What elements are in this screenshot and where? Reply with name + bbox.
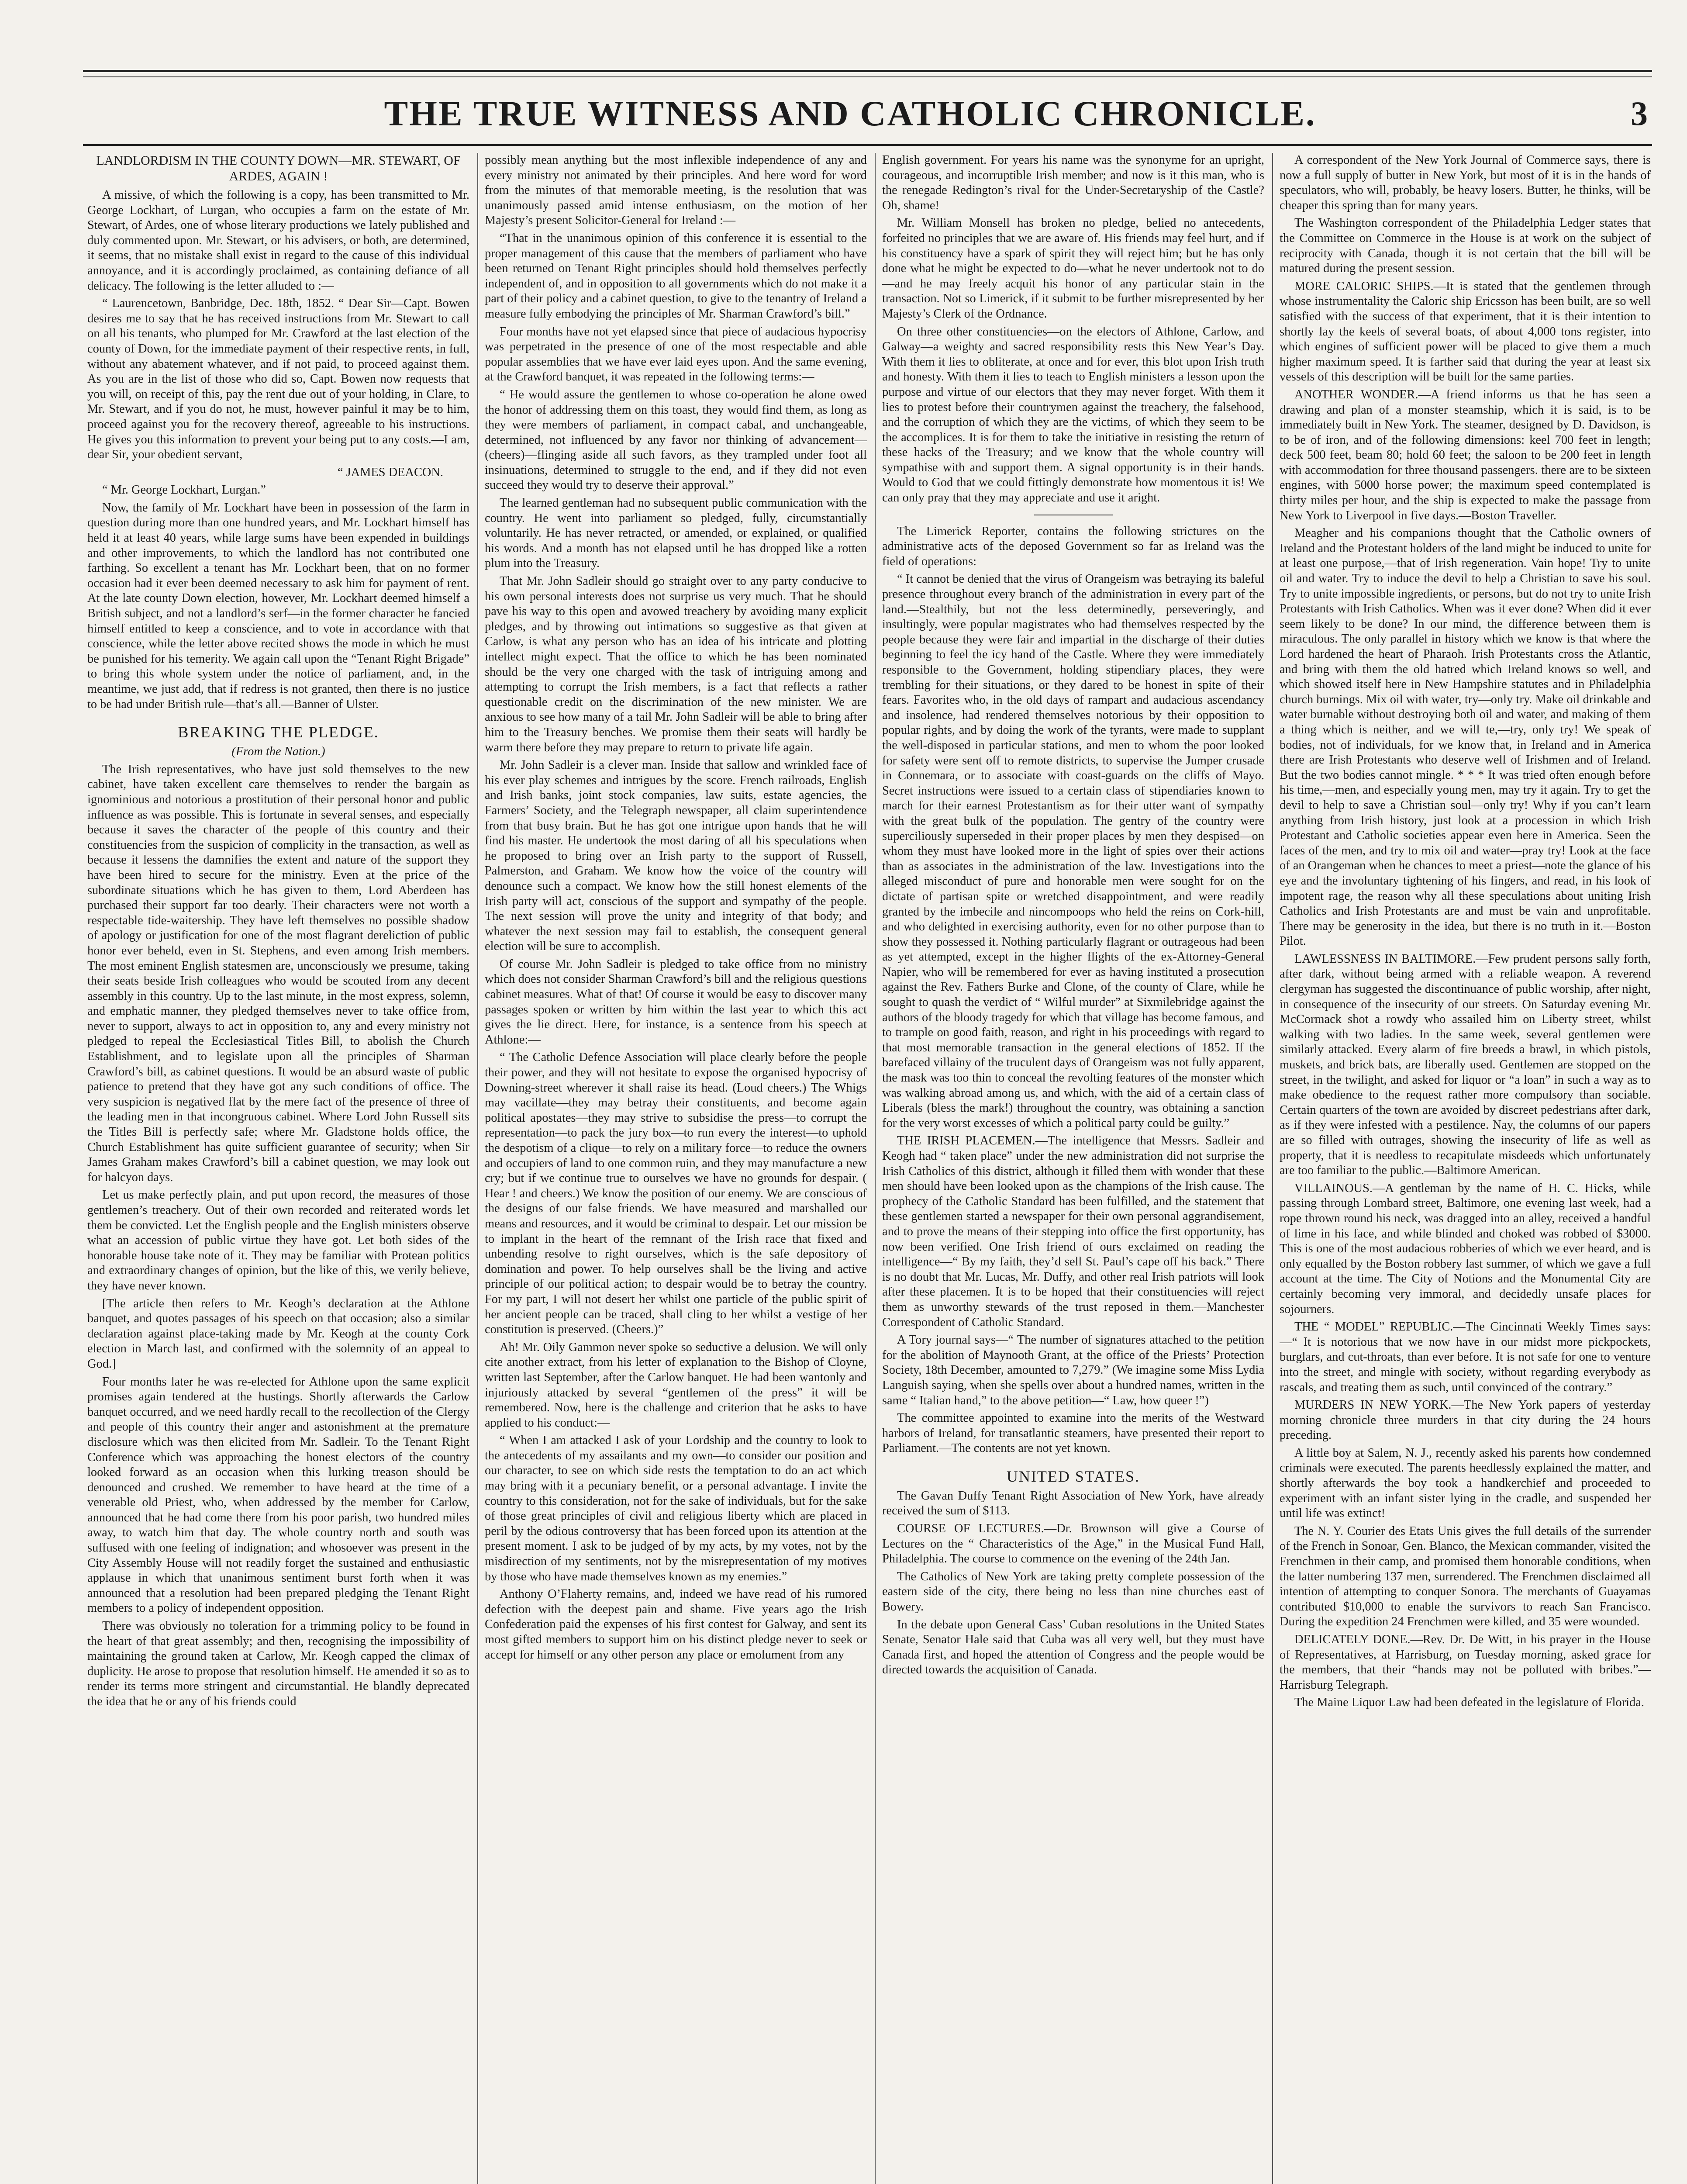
paragraph: “ He would assure the gentlemen to whose co-operation he alone owed the honor of addressing them on this toast, they would find them, as long as they were members of parliament, in compact cabal, and unchangeable, determined, not influenced by any favor nor thinking of advancement—(cheers)—flinging aside all such favors, as they trampled under foot all insinuations, determined to struggle to the end, and if they did not even succeed they would try to deserve their approval.” (485, 387, 867, 492)
paragraph: The Washington correspondent of the Philadelphia Ledger states that the Committee on Commerce in the House is at work on the subject of reciprocity with Canada, though it is not certain that the bill will be matured during the present session. (1280, 216, 1651, 276)
top-rule (83, 70, 1652, 72)
paragraph: That Mr. John Sadleir should go straight over to any party conducive to his own personal interests does not surprise us very much. That he should pave his way to this open and avowed treachery by avoiding many explicit pledges, and by throwing out intimations so suggestive as that given at Carlow, is what any person who has an idea of his intricate and plotting intellect might expect. That the office to which he has been nominated should be the very one charged with the task of intriguing among and attempting to corrupt the Irish members, is a fact that reflects a rather questionable credit on the discrimination of the new minister. We are anxious to see how many of a tail Mr. John Sadleir will be able to bring after him to the Treasury benches. We promise them their seats will hardly be warm there before they may prepare to return to private life again. (485, 574, 867, 754)
paragraph: A correspondent of the New York Journal of Commerce says, there is now a full supply of butter in New York, but most of it is in the hands of speculators, who will, probably, be heavy losers. Butter, he thinks, will be cheaper this spring than for many years. (1280, 153, 1651, 212)
paragraph: The Gavan Duffy Tenant Right Association of New York, have already received the sum of $113. (882, 1489, 1264, 1518)
paragraph: The Catholics of New York are taking pretty complete possession of the eastern side of the city, there being no less than nine churches east of Bowery. (882, 1569, 1264, 1614)
paragraph: THE IRISH PLACEMEN.—The intelligence that Messrs. Sadleir and Keogh had “ taken place” under the new administration did not surprise the Irish Catholics of this district, although it filled them with wonder that these men should have been looked upon as the champions of the Irish cause. The prophecy of the Catholic Standard has been fulfilled, and the statement that these gentlemen started a newspaper for their own personal aggrandisement, and to prove the means of their stepping into office the first opportunity, has now been verified. One Irish friend of ours exclaimed on reading the intelligence—“ By my faith, they’d sell St. Paul’s cape off his back.” There is no doubt that Mr. Lucas, Mr. Duffy, and other real Irish patriots will look after these placemen. It is to be hoped that their constituencies will reject them as unworthy stewards of the trust reposed in them.—Manchester Correspondent of Catholic Standard. (882, 1134, 1264, 1329)
paragraph: LAWLESSNESS IN BALTIMORE.—Few prudent persons sally forth, after dark, without being armed with a reliable weapon. A reverend clergyman has suggested the discontinuance of public worship, after night, in consequence of the insecurity of our streets. On Saturday evening Mr. McCormack shot a rowdy who assailed him on Liberty street, whilst walking with two ladies. In the same week, several gentlemen were similarly attacked. Every alarm of fire breeds a brawl, in which pistols, muskets, and brick bats, are liberally used. Gentlemen are stopped on the street, in the twilight, and asked for liquor or “a loan” in such a way as to make obedience to the request rather more compulsory than sociable. Certain quarters of the town are avoided by discreet pedestrians after dark, as if they were infested with a pestilence. Nay, the columns of our papers are so filled with outrages, showing the insecurity of life as well as property, that it is needless to recapitulate misdeeds which unfortunately are too familiar to the public.—Baltimore American. (1280, 952, 1651, 1178)
letter-signature: “ JAMES DEACON. (337, 465, 443, 479)
paragraph: The learned gentleman had no subsequent public communication with the country. He went into parliament so pledged, fully, circumstantially voluntarily. He has never retracted, or amended, or explained, or qualified his words. And a month has not elapsed until he has dropped like a rotten plum into the Treasury. (485, 496, 867, 570)
article-source: (From the Nation.) (231, 745, 325, 759)
paragraph: The Irish representatives, who have just sold themselves to the new cabinet, have taken excellent care themselves to render the bargain as ignominious and notorious a prostitution of their personal honor and public influence as was possible. This is fortunate in several senses, and especially because it saves the character of the people of this country and their constituencies from the suspicion of complicity in the transaction, as well as because it lessens the damnifies the extent and nature of the support they have been hired to secure for the ministry. Even at the price of the subordinate situations which he has given to them, Lord Aberdeen has purchased their support far too dearly. Their characters were not worth a respectable tide-waitership. They have left themselves no possible shadow of apology or justification for one of the most flagrant dereliction of public honor ever beheld, even in St. Stephens, and even among Irish members. The most eminent English statesmen are, unconsciously we presume, taking their seats beside Irish colleagues who would be scouted from any decent assembly in this country. Up to the last minute, in the most express, solemn, and emphatic manner, they pledged themselves never to take office from, never to support, always to act in opposition to, any and every ministry not pledged to repeal the Ecclesiastical Titles Bill, to abolish the Church Establishment, and to legislate upon all the principles of Sharman Crawford’s bill, as cabinet questions. It would be an absurd waste of public patience to pretend that they have got any such conditions of office. The very suspicion is negatived flat by the mere fact of the presence of three of the leading men in that incongruous cabinet. Where Lord John Russell sits the Titles Bill is perfectly safe; where Mr. Gladstone holds office, the Church Establishment has quite sufficient guarantee of security; when Sir James Graham makes Crawford’s bill a cabinet question, we may look out for halcyon days. (87, 762, 469, 1184)
paragraph: “ Laurencetown, Banbridge, Dec. 18th, 1852. “ Dear Sir—Capt. Bowen desires me to say that he has received instructions from Mr. Stewart to call on all his tenants, who plumped for Mr. Crawford at the last election of the county of Down, for the immediate payment of their respective rents, in full, without any abatement whatever, and if not paid, to proceed against them. As you are in the list of those who did so, Capt. Bowen now requests that you will, on receipt of this, pay the rent due out of your holding, in Clare, to Mr. Stewart, and if you do not, he must, however painful it may be to him, proceed against you for the recovery thereof, agreeable to his instructions. He gives you this information to prevent your being put to any costs.—I am, dear Sir, your obedient servant, (87, 297, 469, 462)
masthead-rule (83, 144, 1652, 146)
paragraph: Four months later he was re-elected for Athlone upon the same explicit promises again tendered at the hustings. Shortly afterwards the Carlow banquet occurred, and we need hardly recall to the recollection of the Clergy and people of this country their anger and astonishment at the premature disclosure which was then elicited from Mr. Sadleir. To the Tenant Right Conference which was approaching the honest electors of the country looked forward as an occasion when this lurking treason should be denounced and crushed. We remember to have heard at the time of a venerable old Priest, who, when addressed by the member for Carlow, announced that he had come there from his poor parish, two hundred miles away, to watch him that day. The whole country north and south was suffused with one feeling of indignation; and whosoever was present in the City Assembly House will not readily forget the sustained and enthusiastic applause in which that unanimous sentiment burst forth when it was announced that a resolution had been prepared pledging the Tenant Right members to a policy of independent opposition. (87, 1375, 469, 1615)
column-4 (1280, 153, 1651, 2184)
paragraph: VILLAINOUS.—A gentleman by the name of H. C. Hicks, while passing through Lombard street, Baltimore, one evening last week, had a rope thrown round his neck, was dragged into an alley, received a handful of lime in his face, and while blinded and choked was robbed of $3000. This is one of the most audacious robberies of which we ever heard, and is only equalled by the Boston robbery last summer, of which we gave a full account at the time. The City of Notions and the Monumental City are certainly becoming very immoral, and decidedly unsafe places for sojourners. (1280, 1181, 1651, 1316)
letter-addressee: “ Mr. George Lockhart, Lurgan.” (102, 483, 266, 497)
paragraph: “ When I am attacked I ask of your Lordship and the country to look to the antecedents of my assailants and my own—to consider our position and our character, to see on which side rests the temptation to do an act which may bring with it a pecuniary benefit, or a personal advantage. I invite the country to this consideration, not for the sake of individuals, but for the sake of those great principles of civil and religious liberty which are placed in peril by the odious controversy that has been forced upon its attention at the present moment. I ask to be judged of by my acts, by my votes, not by the misdirection of my sentiments, not by the misrepresentation of my motives by those who have made themselves known as my enemies.” (485, 1434, 867, 1583)
paragraph: A little boy at Salem, N. J., recently asked his parents how condemned criminals were executed. The parents heedlessly explained the matter, and shortly afterwards the boy took a handkerchief and proceeded to experiment with an infant sister lying in the cradle, and suspended her until life was extinct! (1280, 1446, 1651, 1521)
paragraph: The committee appointed to examine into the merits of the Westward harbors of Ireland, for transatlantic steamers, have presented their report to Parliament.—The contents are not yet known. (882, 1411, 1264, 1455)
paragraph: Meagher and his companions thought that the Catholic owners of Ireland and the Protestant holders of the land might be induced to unite for at least one purpose,—that of Irish regeneration. Vain hope! Try to unite oil and water. Try to induce the devil to help a Christian to save his soul. Try to unite impossible ingredients, or persons, but do not try to unite Irish Protestants with Irish Catholics. When was it ever done? When did it ever seem likely to be done? In our mind, the difference between them is miraculous. The only parallel in history which we know is that where the Lord hardened the heart of Pharaoh. Irish Protestants cross the Atlantic, and bring with them the old hatred which Ireland knows so well, and which showed itself here in New Hampshire statutes and in Philadelphia church burnings. Mix oil with water, try—only try. Make oil drinkable and water burnable without destroying both oil and water, and making of them a thing which is neither, and we will te,—try, only try! We speak of bodies, not of individuals, for we know that, in Ireland and in America there are Irish Protestants who deserve well of Irishmen and of Ireland. But the two bodies cannot mingle. * * * It was tried often enough before his time,—men, and especially young men, may try it again. Try to get the devil to help to save a Christian soul—only try! Why if you can’t learn anything from Irish history, just look at a procession in which Irish Protestant and Catholic societies appear even here in America. Seen the faces of the men, and try to mix oil and water—pray try! Look at the face of an Orangeman when he chances to meet a priest—note the glance of his eye and the involuntary tightening of his fingers, and read, in his look of impotent rage, the reason why all these speculations about uniting Irish Catholics and Irish Protestants are and must be vain and unprofitable. There may be generosity in the idea, but there is no truth in it.—Boston Pilot. (1280, 526, 1651, 948)
paragraph: Four months have not yet elapsed since that piece of audacious hypocrisy was perpetrated in the presence of one of the most respectable and able popular assemblies that we have ever laid eyes upon. And the same evening, at the Crawford banquet, it was repeated in the following terms:— (485, 325, 867, 384)
paragraph: English government. For years his name was the synonyme for an upright, courageous, and incorruptible Irish member; and now is it this man, who is the renegade Redington’s rival for the Under-Secretaryship of the Castle? Oh, shame! (882, 153, 1264, 212)
paragraph: ANOTHER WONDER.—A friend informs us that he has seen a drawing and plan of a monster steamship, which it is said, is to be immediately built in New York. The steamer, designed by D. Davidson, is to be of iron, and of the following dimensions: keel 700 feet in length; deck 500 feet, beam 80; hold 60 feet; the saloon to be 200 feet in length with accommodation for three thousand passengers. there are to be sixteen engines, with 5000 horse power; the maximum speed contemplated is thirty miles per hour, and the ship is expected to make the passage from New York to Liverpool in five days.—Boston Traveller. (1280, 387, 1651, 522)
page-number: 3 (1631, 94, 1648, 132)
paragraph: DELICATELY DONE.—Rev. Dr. De Witt, in his prayer in the House of Representatives, at Harrisburg, on Tuesday morning, asked grace for the members, that their “hands may not be polluted with bribes.”—Harrisburg Telegraph. (1280, 1633, 1651, 1692)
column-rule (477, 153, 478, 2184)
paragraph: “ It cannot be denied that the virus of Orangeism was betraying its baleful presence throughout every branch of the administration in every part of the land.—Stealthily, but not the less determinedly, perseveringly, and insultingly, were popular magistrates who had themselves respected by the people because they were fair and impartial in the discharge of their duties beginning to feel the icy hand of the Castle. Where they were immediately responsible to the Government, holding stipendiary places, they were trembling for their situations, or they dared to be honest in spite of their fears. Favorites who, in the old days of rampart and audacious ascendancy and insolence, had rendered themselves notorious by their opposition to popular rights, and by doing the work of the tyrants, were made to supplant the well-disposed in particular stations, and men to whom the poor looked for safety were sent off to remote districts, to supervise the Jumper crusade in Connemara, or to associate with coast-guards on the cliffs of Mayo. Secret instructions were issued to a certain class of stipendiaries known to march for their earnest Protestantism as for their utter want of sympathy with the great bulk of the population. The gentry of the country were superciliously superseded in their proper places by men they despised—on whom they must have looked more in the light of spies over their actions than as associates in the administration of the law. Investigations into the alleged misconduct of pure and honorable men were sought for on the dictate of partisan spite or wretched disappointment, and were readily granted by the imbecile and nincompoops who held the reins on Cork-hill, and who delighted in exercising authority, even for no other purpose than to show they possessed it. Nothing particularly flagrant or outrageous had been as yet attempted, except in the higher flights of the ex-Attorney-General Napier, who will be remembered for ever as having instituted a prosecution against the Rev. Fathers Burke and Clone, of the county of Clare, while he sought to quash the verdict of “ Wilful murder” at Sixmilebridge against the authors of the bloody tragedy for which that village has become famous, and to trample on good faith, reason, and right in his proceedings with regard to that most memorable transaction in the general elections of 1852. If the barefaced villainy of the truculent days of Orangeism was not fully apparent, the mask was too thin to conceal the revolting features of the monster which was walking abroad among us, and which, with the aid of a certain class of Liberals (bless the mark!) throughout the country, was obtaining a sanction for the very worst excesses of which a political party could be guilty.” (882, 572, 1264, 1130)
columns (87, 153, 1651, 2184)
paragraph: Mr. William Monsell has broken no pledge, belied no antecedents, forfeited no principles that we are aware of. His friends may feel hurt, and if his constituency have a spark of spirit they will reject him; but he has only done what he might be expected to do—what he never undertook not to do—and he may freely acquit his honor of any particular stain in the transaction. Not so Limerick, if it submit to be further misrepresented by her Majesty’s Clerk of the Ordnance. (882, 216, 1264, 321)
paragraph: “That in the unanimous opinion of this conference it is essential to the proper management of this cause that the members of parliament who have been returned on Tenant Right principles should hold themselves perfectly independent of, and in opposition to all governments which do not make it a part of their policy and a cabinet question, to give to the tenantry of Ireland a measure fully embodying the principles of Mr. Sharman Crawford’s bill.” (485, 231, 867, 321)
paragraph: “ The Catholic Defence Association will place clearly before the people their power, and they will not hesitate to expose the organised hypocrisy of Downing-street wherever it shall raise its head. (Loud cheers.) The Whigs may vacillate—they may betray their constituents, and become again political apostates—they may strive to subsidise the press—to corrupt the representation—to pack the jury box—to run every the interest—to uphold the despotism of a clique—to rely on a military force—to reduce the owners and occupiers of land to one common ruin, and they may manufacture a new cry; but if we continue true to ourselves we have no grounds for despair. ( Hear ! and cheers.) We know the position of our enemy. We are conscious of the designs of our false friends. We have measured and marshalled our means and resources, and it would be criminal to despair. Let our mission be to implant in the heart of the remnant of the Irish race that fixed and unbending resolve to right ourselves, which is the safe depository of domination and power. To help ourselves shall be the living and active principle of our political action; to despair would be to betray the country. For my part, I will not desert her whilst one particle of the public spirit of her ancient people can be traced, shall cling to her whilst a vestige of her constitution is preserved. (Cheers.)” (485, 1051, 867, 1337)
paragraph: The Maine Liquor Law had been defeated in the legislature of Florida. (1294, 1696, 1644, 1710)
paragraph: In the debate upon General Cass’ Cuban resolutions in the United States Senate, Senator Hale said that Cuba was all very well, but they must have Canada first, and hoped the attention of Congress and the people would be directed towards the acquisition of Canada. (882, 1617, 1264, 1677)
column-rule (875, 153, 876, 2184)
column-3 (882, 153, 1264, 2184)
masthead-title: THE TRUE WITNESS AND CATHOLIC CHRONICLE. (384, 93, 1316, 133)
paragraph: Anthony O’Flaherty remains, and, indeed we have read of his rumored defection with the deepest pain and shame. Five years ago the Irish Confederation paid the expenses of his first contest for Galway, and sent its most gifted members to support him on his distinct pledge never to seek or accept for himself or any other person any place or emolument from any (485, 1587, 867, 1662)
paragraph: THE “ MODEL” REPUBLIC.—The Cincinnati Weekly Times says:—“ It is notorious that we now have in our midst more pickpockets, burglars, and cut-throats, than ever before. It is not safe for one to venture into the street, and mingle with society, without regarding everybody as rascals, and treating them as such, until convinced of the contrary.” (1280, 1320, 1651, 1394)
paragraph: MURDERS IN NEW YORK.—The New York papers of yesterday morning chronicle three murders in that city during the 24 hours preceding. (1280, 1398, 1651, 1442)
paragraph: The Limerick Reporter, contains the following strictures on the administrative acts of the deposed Government so far as Ireland was the field of operations: (882, 524, 1264, 568)
paragraph: COURSE OF LECTURES.—Dr. Brownson will give a Course of Lectures on the “ Characteristics of the Age,” in the Musical Fund Hall, Philadelphia. The course to commence on the evening of the 24th Jan. (882, 1522, 1264, 1566)
paragraph: The N. Y. Courier des Etats Unis gives the full details of the surrender of the French in Sonoar, Gen. Blanco, the Mexican commander, visited the Frenchmen in their camp, and promised them honorable conditions, when the latter numbering 137 men, surrendered. The Frenchmen disclaimed all intention of attempting to conquer Sonora. The merchants of Guayamas contributed $10,000 to enable the survivors to reach San Francisco. During the expedition 24 Frenchmen were killed, and 35 were wounded. (1280, 1524, 1651, 1629)
section-headline-united-states: UNITED STATES. (1006, 1467, 1140, 1485)
paragraph: A Tory journal says—“ The number of signatures attached to the petition for the abolition of Maynooth Grant, at the office of the Priests’ Protection Society, 18th December, amounted to 7,279.” (We imagine some Miss Lydia Languish saying, when she spells over about a hundred names, written in the same “ Italian hand,” to the above petition—“ Law, how queer !”) (882, 1333, 1264, 1407)
paragraph: [The article then refers to Mr. Keogh’s declaration at the Athlone banquet, and quotes passages of his speech on that occasion; also a similar declaration against place-taking made by Mr. Keogh at the county Cork election in March last, and confirmed with the solemnity of an appeal to God.] (87, 1296, 469, 1371)
paragraph: There was obviously no toleration for a trimming policy to be found in the heart of that great assembly; and then, recognising the impossibility of maintaining the ground taken at Carlow, Mr. Keogh capped the climax of duplicity. He arose to propose that resolution himself. He amended it so as to render its terms more stringent and circumstantial. He blandly deprecated the idea that he or any of his friends could (87, 1619, 469, 1708)
top-rule-thin (83, 76, 1652, 77)
column-rule (1272, 153, 1273, 2184)
paragraph: MORE CALORIC SHIPS.—It is stated that the gentlemen through whose instrumentality the Caloric ship Ericsson has been built, are so well satisfied with the success of that experiment, that it is their intention to shortly lay the keels of several boats, of about 4,000 tons register, into which engines of sufficient power will be placed to give them a much higher maximum speed. It is farther said that during the year at least six vessels of this description will be built for the same parties. (1280, 279, 1651, 384)
column-2 (485, 153, 867, 2184)
paragraph: Let us make perfectly plain, and put upon record, the measures of those gentlemen’s treachery. Out of their own recorded and reiterated words let them be convicted. Let the English people and the English ministers observe what an accession of public virtue they have got. Let both sides of the honorable house take note of it. They may be familiar with Protean politics and extraordinary changes of opinion, but the like of this, we verily believe, they have never known. (87, 1188, 469, 1292)
article-headline-pledge: BREAKING THE PLEDGE. (178, 723, 379, 741)
paragraph: On three other constituencies—on the electors of Athlone, Carlow, and Galway—a weighty and sacred responsibility rests this New Year’s Day. With them it lies to obliterate, at once and for ever, this blot upon Irish truth and honesty. With them it lies to teach to English ministers a lesson upon the purpose and virtue of our electors that they may never forget. With them it lies to protest before their countrymen against the treachery, the falsehood, and the corruption of which they are the victims, of which they seem to be the accomplices. It is for them to take the initiative in resisting the return of these hacks of the Treasury; and we know that the whole country will sympathise with and support them. A signal opportunity is in their hands. Would to God that we could fittingly demonstrate how momentous it is! We can only pray that they may appreciate and use it aright. (882, 325, 1264, 505)
paragraph: Of course Mr. John Sadleir is pledged to take office from no ministry which does not consider Sharman Crawford’s bill and the religious questions cabinet measures. What of that! Of course it would be easy to discover many passages spoken or written by him within the last year to which this act gives the lie direct. Here, for instance, is a sentence from his speech at Athlone:— (485, 957, 867, 1047)
paragraph: Now, the family of Mr. Lockhart have been in possession of the farm in question during more than one hundred years, and Mr. Lockhart himself has held it at least 40 years, while large sums have been expended in buildings and other improvements, to which the landlord has not contributed one farthing. So excellent a tenant has Mr. Lockhart been, that on no former occasion had it ever been deemed necessary to ask him for payment of rent. At the late county Down election, however, Mr. Lockhart deemed himself a British subject, and not a landlord’s serf—in the former character he fancied himself entitled to keep a conscience, and to vote in accordance with that conscience, while the letter above recited shows the mode in which he must be punished for his temerity. We again call upon the “Tenant Right Brigade” to bring this whole system under the notice of parliament, and, in the meantime, we just add, that if redress is not granted, then there is no justice to be had under British rule—that’s all.—Banner of Ulster. (87, 501, 469, 711)
article-headline-landlordism: LANDLORDISM IN THE COUNTY DOWN—MR. STEWART, OF ARDES, AGAIN ! (96, 153, 461, 183)
paragraph: Mr. John Sadleir is a clever man. Inside that sallow and wrinkled face of his ever play schemes and intrigues by the score. French railroads, English and Irish banks, joint stock companies, law suits, estate agencies, the Farmers’ Society, and the Telegraph newspaper, all claim superintendence from that busy brain. But he has got one intrigue upon hands that he will find his master. He undertook the most daring of all his speculations when he proposed to bring over an Irish party to the support of Russell, Palmerston, and Graham. We know how the voice of the country will denounce such a compact. We know how the still honest elements of the Irish party will act, conscious of the support and sympathy of the people. The next session will prove the unity and integrity of that body; and whatever the next session may fail to establish, the consequent general election will be sure to accomplish. (485, 758, 867, 954)
paragraph: A missive, of which the following is a copy, has been transmitted to Mr. George Lockhart, of Lurgan, who occupies a farm on the estate of Mr. Stewart, of Ardes, one of whose literary productions we lately published and duly commented upon. Mr. Stewart, or his advisers, or both, are determined, it seems, that no mistake shall exist in regard to the cause of this individual annoyance, and it is accordingly proclaimed, as containing defiance of all delicacy. The following is the letter alluded to :— (87, 188, 469, 293)
paragraph: possibly mean anything but the most inflexible independence of any and every ministry not animated by their principles. And here word for word from the minutes of that memorable meeting, is the resolution that was unanimously passed amid intense enthusiasm, on the motion of her Majesty’s present Solicitor-General for Ireland :— (485, 153, 867, 228)
column-1 (87, 153, 469, 2184)
paragraph: Ah! Mr. Oily Gammon never spoke so seductive a delusion. We will only cite another extract, from his letter of explanation to the Bishop of Cloyne, written last September, after the Carlow banquet. He had been wantonly and injuriously attacked by several “gentlemen of the press” it will be remembered. Now, here is the challenge and criterion that he asks to have applied to his conduct:— (485, 1340, 867, 1430)
